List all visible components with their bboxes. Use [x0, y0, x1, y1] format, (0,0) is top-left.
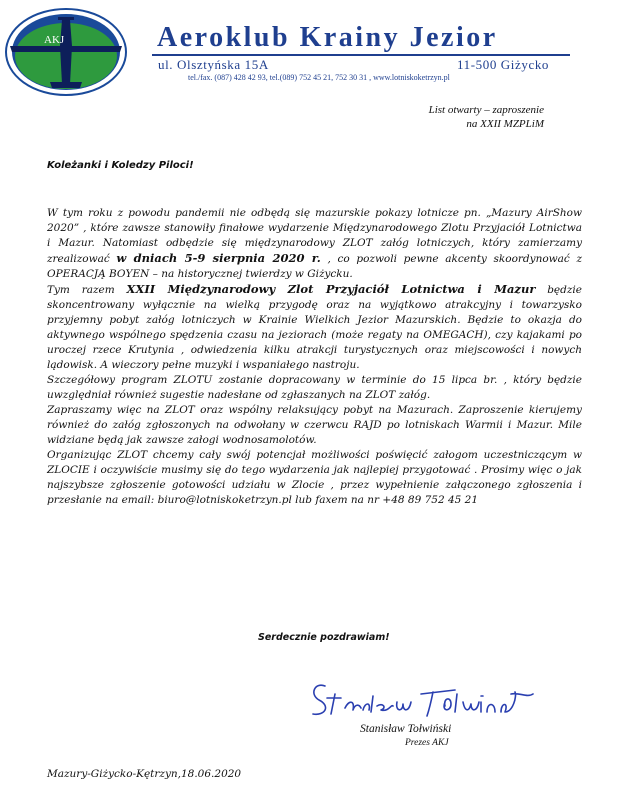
- header-rule: [152, 54, 570, 56]
- paragraph-1: W tym roku z powodu pandemii nie odbędą się mazurskie pokazy lotnicze pn. „Mazury AirShow 2020” , które zawsze stanowiły finałowe wydarzenie Międzynarodowego Zlotu Przyjaciół Lotnictwa i Mazur. Natomiast odbędzie się międzynarodowy ZLOT załóg lotniczych, który zamierzamy zrealizować w dniach 5-9 sierpnia 2020 r. , co pozwoli pewne akcenty skoordynować z OPERACJĄ BOYEN – na historycznej twierdzy w Giżycku.: [47, 207, 582, 280]
- paragraph-2: Tym razem XXII Międzynarodowy Zlot Przyjaciół Lotnictwa i Mazur będzie skoncentrowany wyłącznie na wielką przygodę oraz na wyjątkowo atrakcyjny i towarzysko przyjemny pobyt załóg lotniczych w Krainie Wielkich Jezior Mazurskich. Będzie to okazja do aktywnego wspólnego spędzenia czasu na jeziorach (może regaty na OMEGACH), czy kajakami po uroczej rzece Krutynia , odwiedzenia kilku atrakcji turystycznych oraz miejscowości i nowych lądowisk. A wieczory pełne muzyki i wspaniałego nastroju.: [47, 282, 582, 371]
- signer-title: Prezes AKJ: [405, 738, 449, 748]
- document-type-line-1: List otwarty – zaproszenie: [428, 104, 544, 116]
- contact-line: tel./fax. (087) 428 42 93, tel.(089) 752 45 21, 752 30 31 , www.lotniskoketrzyn.pl: [188, 73, 450, 82]
- paragraph-4: Zapraszamy więc na ZLOT oraz wspólny relaksujący pobyt na Mazurach. Zaproszenie kierujemy również do załóg zgłoszonych na odwołany w czerwcu RAJD po lotniskach Warmii i Mazur. Mile widziane będą jak zawsze załogi wodnosamolotów.: [47, 404, 582, 446]
- event-name: XXII Międzynarodowy Zlot Przyjaciół Lotnictwa i Mazur: [126, 282, 536, 296]
- paragraph-3: Szczegółowy program ZLOTU zostanie dopracowany w terminie do 15 lipca br. , który będzie uwzględniał również sugestie nadesłane od zgłaszanych na ZLOT załóg.: [47, 374, 582, 401]
- akj-logo: [4, 6, 128, 98]
- paragraph-5: Organizując ZLOT chcemy cały swój potencjał możliwości poświęcić załogom uczestniczącym w ZLOCIE i oczywiście musimy się do tego wydarzenia jak najlepiej przygotować . Prosimy więc o jak najszybsze zgłoszenie gotowości udziału w Zlocie , przez wypełnienie załączonego zgłoszenia i przesłanie na email: biuro@lotniskoketrzyn.pl lub faxem na nr +48 89 752 45 21: [47, 449, 582, 506]
- letter-body: [47, 206, 582, 508]
- document-type: [429, 103, 544, 131]
- airplane-fuselage-shape: [60, 20, 72, 84]
- address-city: 11-500 Giżycko: [457, 57, 550, 72]
- signer-name: Stanisław Tołwiński: [360, 723, 452, 735]
- greeting: Koleżanki i Koledzy Piloci!: [47, 160, 194, 171]
- organization-name: Aeroklub Krainy Jezior: [157, 22, 498, 53]
- handwritten-signature: [305, 672, 545, 724]
- logo-text: AKJ: [44, 34, 65, 46]
- document-type-line-2: na XXII MZPLiM: [466, 118, 544, 130]
- address-street: ul. Olsztyńska 15A: [158, 57, 269, 72]
- event-dates: w dniach 5-9 sierpnia 2020 r.: [116, 251, 321, 265]
- closing: Serdecznie pozdrawiam!: [258, 632, 390, 643]
- place-and-date: Mazury-Giżycko-Kętrzyn,18.06.2020: [47, 768, 242, 780]
